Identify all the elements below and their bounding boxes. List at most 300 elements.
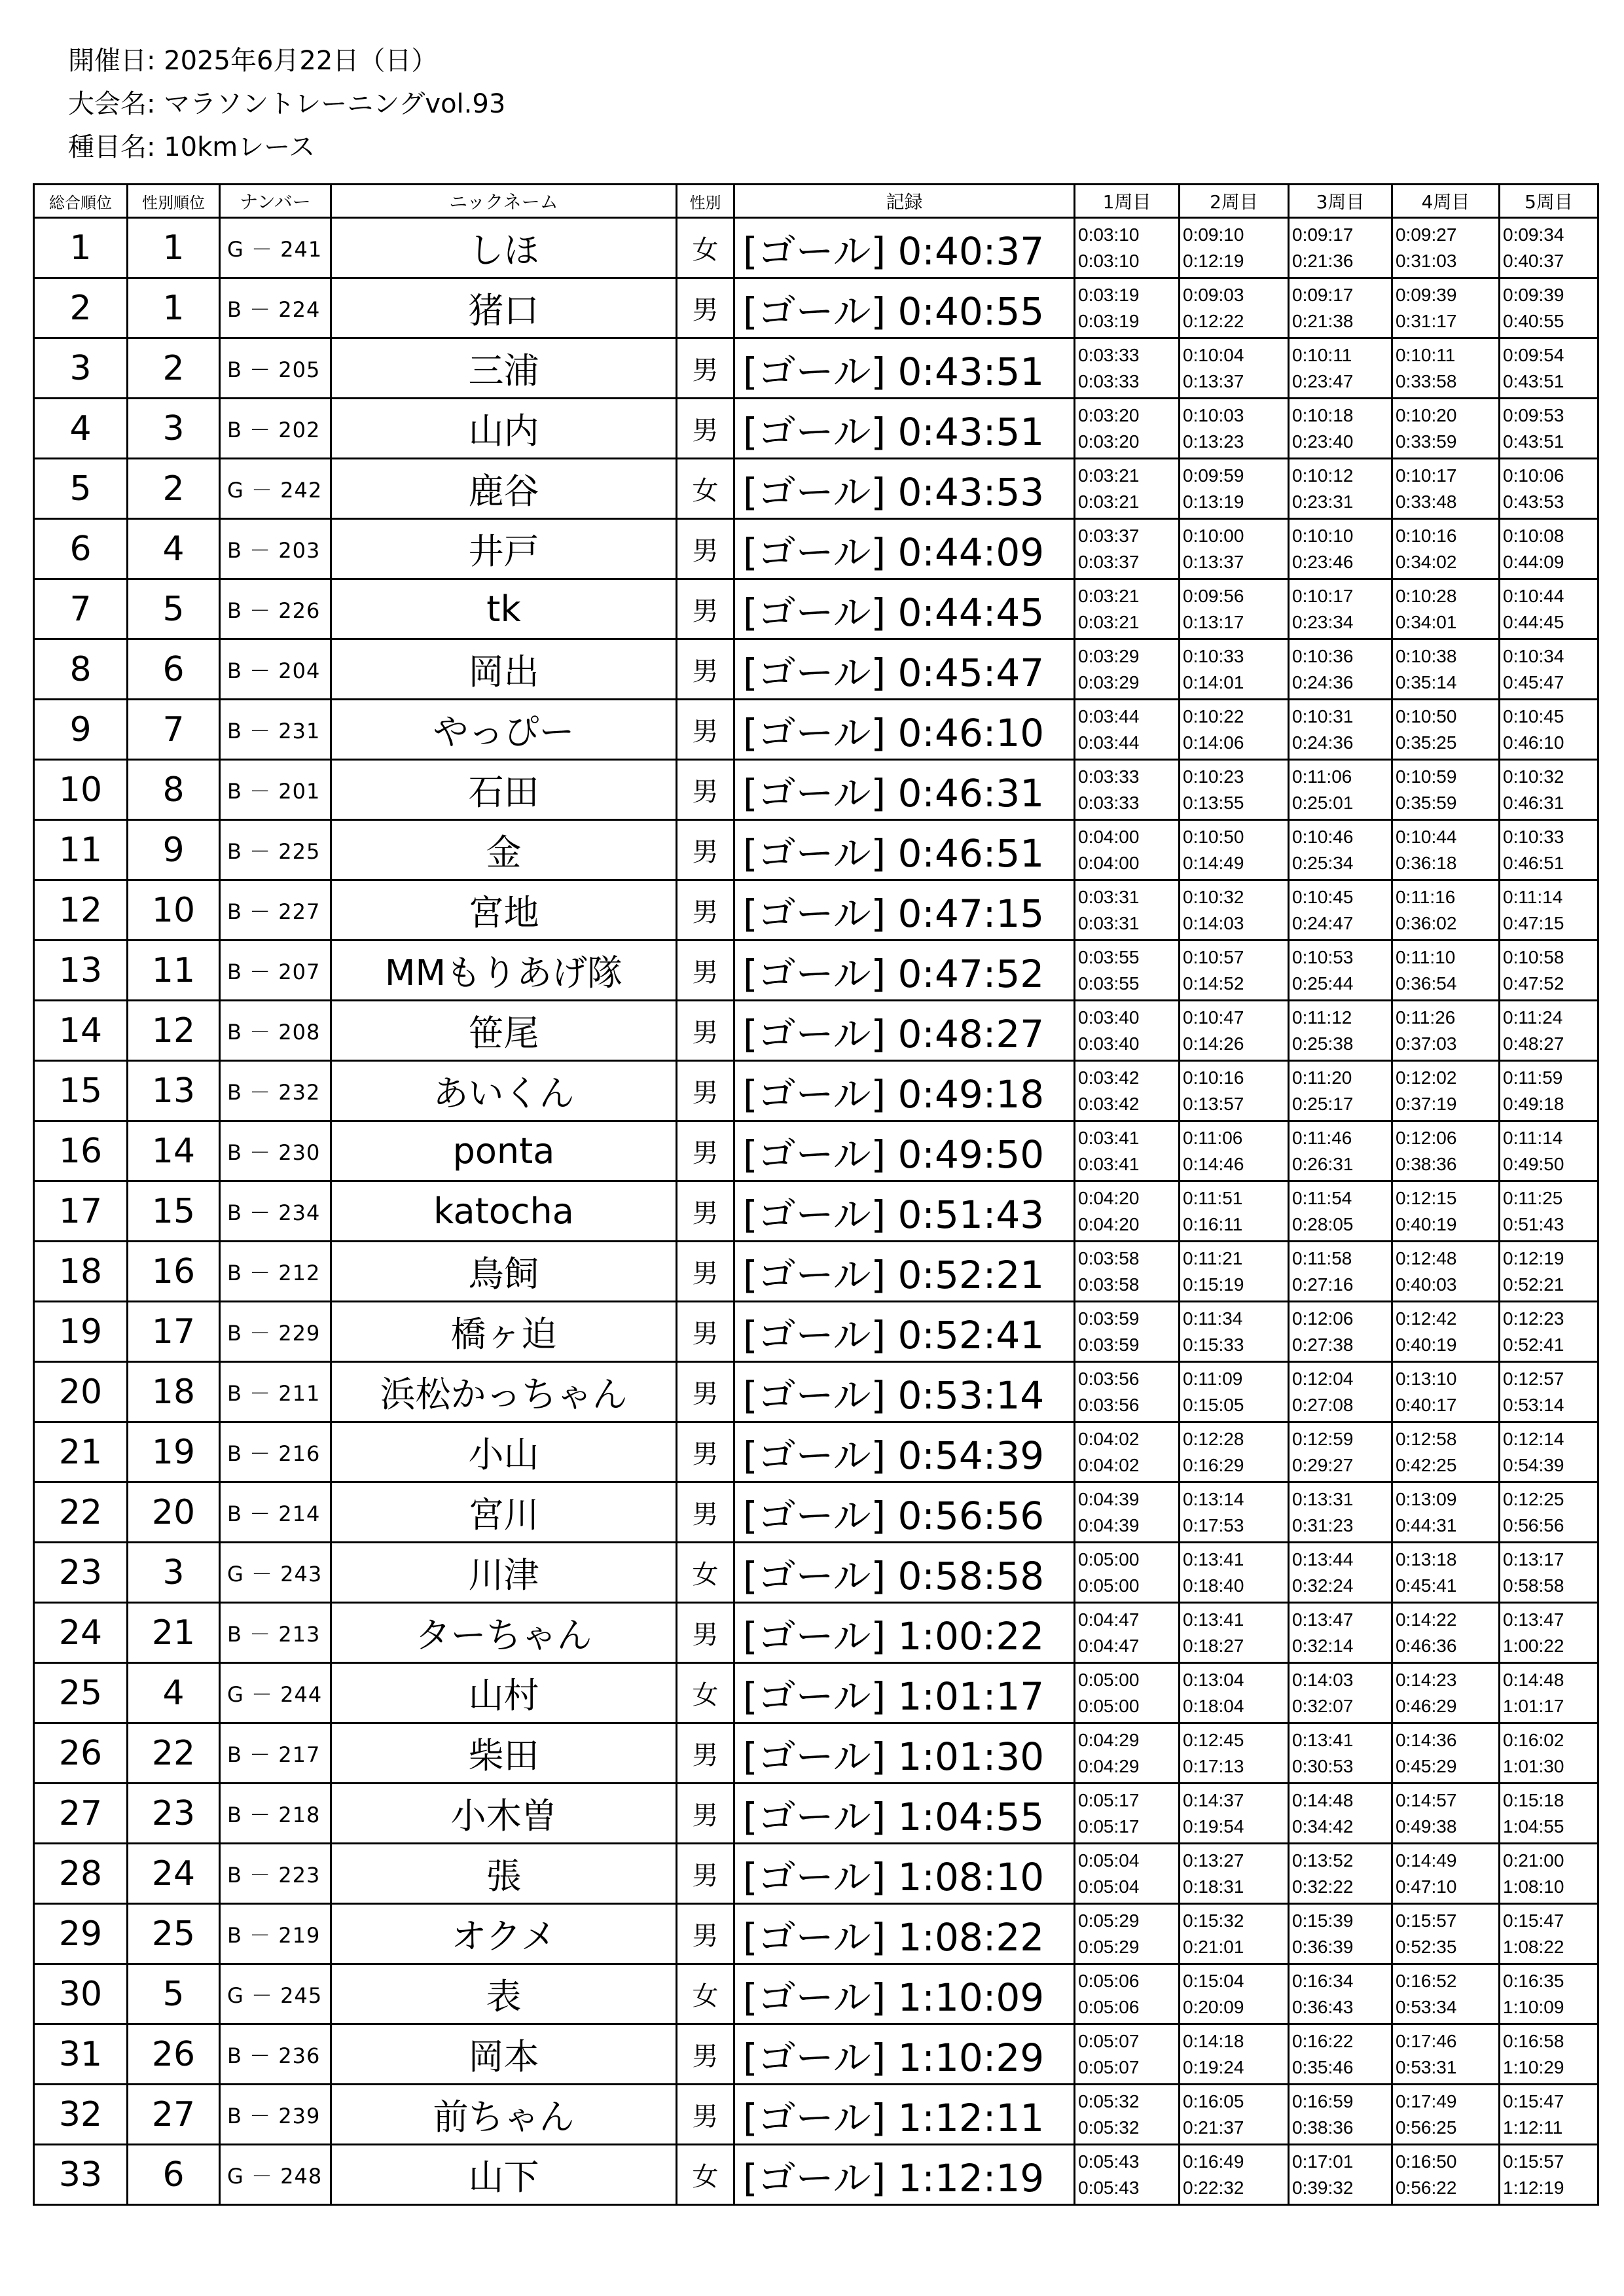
lap-cumulative-time: 0:12:19 — [1183, 250, 1244, 271]
gender-rank-cell: 4 — [128, 519, 220, 579]
lap-split-time: 0:10:33 — [1183, 645, 1244, 666]
lap-cumulative-time: 0:34:02 — [1396, 551, 1457, 572]
lap2-cell — [1180, 1121, 1289, 1181]
lap4-cell — [1392, 820, 1500, 880]
gender-rank-cell: 4 — [128, 1663, 220, 1723]
nickname-cell: 川津 — [331, 1543, 677, 1603]
bib-number-cell: B － 226 — [220, 579, 331, 639]
lap-cumulative-time: 1:00:22 — [1503, 1635, 1564, 1656]
overall-rank-cell: 12 — [34, 880, 128, 941]
nickname-cell: 井戸 — [331, 519, 677, 579]
gender-rank-cell: 1 — [128, 278, 220, 338]
lap-split-time: 0:09:10 — [1183, 224, 1244, 245]
lap2-cell — [1180, 1964, 1289, 2024]
col-nickname: ニックネーム — [331, 185, 677, 218]
lap3-cell — [1289, 1603, 1392, 1663]
col-record: 記録 — [734, 185, 1075, 218]
lap-cumulative-time: 0:05:00 — [1078, 1695, 1140, 1716]
nickname-cell: 山村 — [331, 1663, 677, 1723]
gender-cell: 男 — [677, 1362, 734, 1422]
record-cell: [ゴール] 1:01:30 — [734, 1723, 1075, 1784]
table-row — [34, 1482, 1598, 1543]
lap-cumulative-time: 1:10:09 — [1503, 1996, 1564, 2017]
lap-cumulative-time: 0:13:17 — [1183, 611, 1244, 632]
lap-cumulative-time: 0:04:39 — [1078, 1515, 1140, 1535]
lap5-cell — [1500, 2024, 1598, 2085]
lap5-cell — [1500, 1061, 1598, 1121]
overall-rank-cell: 1 — [34, 218, 128, 278]
lap-cumulative-time: 0:56:56 — [1503, 1515, 1564, 1535]
lap2-cell — [1180, 880, 1289, 941]
lap-split-time: 0:10:59 — [1396, 766, 1457, 787]
event-date: 開催日: 2025年6月22日（日） — [68, 46, 438, 76]
lap2-cell — [1180, 519, 1289, 579]
lap5-cell — [1500, 338, 1598, 399]
lap-cumulative-time: 0:35:14 — [1396, 672, 1457, 692]
lap1-cell — [1075, 820, 1180, 880]
lap5-cell — [1500, 700, 1598, 760]
lap2-cell — [1180, 1422, 1289, 1482]
lap-split-time: 0:10:10 — [1292, 525, 1354, 546]
lap-cumulative-time: 0:03:58 — [1078, 1274, 1140, 1295]
table-row — [34, 1784, 1598, 1844]
lap-split-time: 0:13:10 — [1396, 1368, 1457, 1389]
lap-split-time: 0:12:59 — [1292, 1428, 1354, 1449]
lap-split-time: 0:16:52 — [1396, 1970, 1457, 1991]
lap-split-time: 0:10:45 — [1292, 886, 1354, 907]
table-row — [34, 1181, 1598, 1242]
lap-cumulative-time: 0:35:59 — [1396, 792, 1457, 813]
lap-split-time: 0:03:44 — [1078, 706, 1140, 726]
overall-rank-cell: 20 — [34, 1362, 128, 1422]
lap-split-time: 0:16:49 — [1183, 2151, 1244, 2172]
gender-cell: 女 — [677, 1964, 734, 2024]
lap-split-time: 0:12:04 — [1292, 1368, 1354, 1389]
lap5-cell — [1500, 820, 1598, 880]
lap-split-time: 0:10:57 — [1183, 946, 1244, 967]
lap3-cell — [1289, 1844, 1392, 1904]
lap4-cell — [1392, 1904, 1500, 1964]
lap-cumulative-time: 0:45:29 — [1396, 1755, 1457, 1776]
lap5-cell — [1500, 1482, 1598, 1543]
lap3-cell — [1289, 399, 1392, 459]
lap-split-time: 0:03:55 — [1078, 946, 1140, 967]
lap4-cell — [1392, 941, 1500, 1001]
gender-rank-cell: 2 — [128, 338, 220, 399]
lap-split-time: 0:03:20 — [1078, 404, 1140, 425]
lap-split-time: 0:11:06 — [1292, 766, 1352, 787]
gender-cell: 男 — [677, 639, 734, 700]
lap-cumulative-time: 0:47:15 — [1503, 912, 1564, 933]
lap-cumulative-time: 0:53:14 — [1503, 1394, 1564, 1415]
lap-cumulative-time: 0:03:55 — [1078, 973, 1140, 994]
lap1-cell — [1075, 1482, 1180, 1543]
lap2-cell — [1180, 1723, 1289, 1784]
overall-rank-cell: 8 — [34, 639, 128, 700]
lap-cumulative-time: 0:32:14 — [1292, 1635, 1354, 1656]
bib-number-cell: B － 232 — [220, 1061, 331, 1121]
nickname-cell: 金 — [331, 820, 677, 880]
record-cell: [ゴール] 0:58:58 — [734, 1543, 1075, 1603]
lap-cumulative-time: 0:36:02 — [1396, 912, 1457, 933]
lap2-cell — [1180, 700, 1289, 760]
lap-cumulative-time: 0:03:37 — [1078, 551, 1140, 572]
nickname-cell: 張 — [331, 1844, 677, 1904]
lap4-cell — [1392, 579, 1500, 639]
lap5-cell — [1500, 2085, 1598, 2145]
gender-cell: 男 — [677, 820, 734, 880]
lap-cumulative-time: 0:05:07 — [1078, 2056, 1140, 2077]
record-cell: [ゴール] 0:43:51 — [734, 399, 1075, 459]
gender-cell: 女 — [677, 1663, 734, 1723]
lap-split-time: 0:15:47 — [1503, 1910, 1564, 1931]
lap-split-time: 0:05:43 — [1078, 2151, 1140, 2172]
lap-split-time: 0:11:24 — [1503, 1007, 1563, 1028]
lap-split-time: 0:09:03 — [1183, 284, 1244, 305]
lap-cumulative-time: 0:53:34 — [1396, 1996, 1457, 2017]
lap-cumulative-time: 0:05:43 — [1078, 2177, 1140, 2198]
lap4-cell — [1392, 2085, 1500, 2145]
lap-split-time: 0:10:36 — [1292, 645, 1354, 666]
lap-cumulative-time: 0:34:01 — [1396, 611, 1457, 632]
lap1-cell — [1075, 278, 1180, 338]
table-row — [34, 941, 1598, 1001]
gender-cell: 男 — [677, 1242, 734, 1302]
lap1-cell — [1075, 1422, 1180, 1482]
lap-split-time: 0:03:41 — [1078, 1127, 1140, 1148]
lap4-cell — [1392, 760, 1500, 820]
gender-cell: 男 — [677, 519, 734, 579]
gender-rank-cell: 18 — [128, 1362, 220, 1422]
lap4-cell — [1392, 1302, 1500, 1362]
lap-split-time: 0:10:34 — [1503, 645, 1564, 666]
lap-split-time: 0:09:39 — [1396, 284, 1457, 305]
lap-split-time: 0:04:47 — [1078, 1609, 1140, 1630]
table-row — [34, 700, 1598, 760]
lap-split-time: 0:12:45 — [1183, 1729, 1244, 1750]
gender-rank-cell: 6 — [128, 639, 220, 700]
lap2-cell — [1180, 1362, 1289, 1422]
table-row — [34, 278, 1598, 338]
lap-cumulative-time: 0:27:08 — [1292, 1394, 1354, 1415]
lap-split-time: 0:16:50 — [1396, 2151, 1457, 2172]
lap2-cell — [1180, 1784, 1289, 1844]
bib-number-cell: B － 202 — [220, 399, 331, 459]
lap-cumulative-time: 0:03:31 — [1078, 912, 1140, 933]
lap-split-time: 0:05:00 — [1078, 1549, 1140, 1570]
lap-split-time: 0:11:12 — [1292, 1007, 1352, 1028]
lap1-cell — [1075, 459, 1180, 519]
nickname-cell: 小木曽 — [331, 1784, 677, 1844]
lap1-cell — [1075, 1001, 1180, 1061]
record-cell: [ゴール] 0:43:53 — [734, 459, 1075, 519]
lap-split-time: 0:10:06 — [1503, 465, 1564, 486]
gender-cell: 男 — [677, 880, 734, 941]
lap4-cell — [1392, 1061, 1500, 1121]
lap-split-time: 0:12:02 — [1396, 1067, 1457, 1088]
lap-split-time: 0:05:04 — [1078, 1850, 1140, 1871]
lap3-cell — [1289, 1061, 1392, 1121]
lap-split-time: 0:10:44 — [1396, 826, 1457, 847]
table-row — [34, 760, 1598, 820]
bib-number-cell: B － 218 — [220, 1784, 331, 1844]
lap-split-time: 0:12:15 — [1396, 1187, 1457, 1208]
lap-cumulative-time: 0:04:02 — [1078, 1454, 1140, 1475]
lap-split-time: 0:10:16 — [1183, 1067, 1244, 1088]
lap3-cell — [1289, 820, 1392, 880]
results-body — [34, 218, 1598, 2205]
lap-cumulative-time: 0:17:13 — [1183, 1755, 1244, 1776]
lap-split-time: 0:11:54 — [1292, 1187, 1352, 1208]
lap-split-time: 0:16:34 — [1292, 1970, 1354, 1991]
lap4-cell — [1392, 880, 1500, 941]
bib-number-cell: B － 201 — [220, 760, 331, 820]
lap4-cell — [1392, 338, 1500, 399]
lap-cumulative-time: 0:52:35 — [1396, 1936, 1457, 1957]
lap-split-time: 0:10:17 — [1396, 465, 1457, 486]
col-lap3: 3周目 — [1289, 185, 1392, 218]
overall-rank-cell: 6 — [34, 519, 128, 579]
lap-split-time: 0:10:18 — [1292, 404, 1354, 425]
lap-cumulative-time: 0:14:46 — [1183, 1153, 1244, 1174]
lap-cumulative-time: 0:13:23 — [1183, 431, 1244, 452]
nickname-cell: 表 — [331, 1964, 677, 2024]
lap-split-time: 0:13:04 — [1183, 1669, 1244, 1690]
gender-cell: 男 — [677, 1482, 734, 1543]
lap-cumulative-time: 0:56:22 — [1396, 2177, 1457, 2198]
lap-cumulative-time: 0:13:19 — [1183, 491, 1244, 512]
bib-number-cell: B － 223 — [220, 1844, 331, 1904]
lap-cumulative-time: 0:12:22 — [1183, 310, 1244, 331]
table-row — [34, 1603, 1598, 1663]
lap-split-time: 0:12:42 — [1396, 1308, 1457, 1329]
overall-rank-cell: 3 — [34, 338, 128, 399]
lap1-cell — [1075, 399, 1180, 459]
lap-split-time: 0:13:47 — [1292, 1609, 1354, 1630]
gender-cell: 男 — [677, 2085, 734, 2145]
gender-cell: 男 — [677, 278, 734, 338]
gender-rank-cell: 2 — [128, 459, 220, 519]
lap3-cell — [1289, 639, 1392, 700]
lap-split-time: 0:14:48 — [1292, 1789, 1354, 1810]
lap-split-time: 0:12:28 — [1183, 1428, 1244, 1449]
overall-rank-cell: 31 — [34, 2024, 128, 2085]
lap1-cell — [1075, 1242, 1180, 1302]
lap1-cell — [1075, 2085, 1180, 2145]
lap-cumulative-time: 0:49:50 — [1503, 1153, 1564, 1174]
lap-split-time: 0:03:10 — [1078, 224, 1140, 245]
results-table — [33, 183, 1599, 2206]
lap-split-time: 0:03:21 — [1078, 465, 1140, 486]
gender-cell: 男 — [677, 941, 734, 1001]
lap-split-time: 0:12:14 — [1503, 1428, 1564, 1449]
lap5-cell — [1500, 1362, 1598, 1422]
lap-split-time: 0:12:58 — [1396, 1428, 1457, 1449]
lap4-cell — [1392, 399, 1500, 459]
lap-cumulative-time: 0:03:33 — [1078, 370, 1140, 391]
overall-rank-cell: 10 — [34, 760, 128, 820]
lap-cumulative-time: 0:45:41 — [1396, 1575, 1457, 1596]
gender-cell: 男 — [677, 1844, 734, 1904]
lap1-cell — [1075, 1964, 1180, 2024]
nickname-cell: 笹尾 — [331, 1001, 677, 1061]
lap-cumulative-time: 0:03:42 — [1078, 1093, 1140, 1114]
lap-cumulative-time: 0:25:38 — [1292, 1033, 1354, 1054]
lap-cumulative-time: 0:03:44 — [1078, 732, 1140, 753]
overall-rank-cell: 33 — [34, 2145, 128, 2205]
gender-rank-cell: 16 — [128, 1242, 220, 1302]
overall-rank-cell: 19 — [34, 1302, 128, 1362]
bib-number-cell: G － 242 — [220, 459, 331, 519]
bib-number-cell: G － 243 — [220, 1543, 331, 1603]
gender-rank-cell: 6 — [128, 2145, 220, 2205]
lap-cumulative-time: 0:04:29 — [1078, 1755, 1140, 1776]
lap-split-time: 0:17:46 — [1396, 2030, 1457, 2051]
lap2-cell — [1180, 639, 1289, 700]
lap-cumulative-time: 1:12:19 — [1503, 2177, 1564, 2198]
lap-split-time: 0:16:35 — [1503, 1970, 1564, 1991]
table-row — [34, 1844, 1598, 1904]
record-cell: [ゴール] 1:08:22 — [734, 1904, 1075, 1964]
lap3-cell — [1289, 218, 1392, 278]
lap-split-time: 0:17:49 — [1396, 2090, 1457, 2111]
table-row — [34, 2085, 1598, 2145]
lap-cumulative-time: 0:13:55 — [1183, 792, 1244, 813]
bib-number-cell: G － 241 — [220, 218, 331, 278]
lap-cumulative-time: 0:25:17 — [1292, 1093, 1354, 1114]
record-cell: [ゴール] 1:01:17 — [734, 1663, 1075, 1723]
lap-cumulative-time: 0:29:27 — [1292, 1454, 1354, 1475]
gender-cell: 男 — [677, 338, 734, 399]
lap-cumulative-time: 0:35:46 — [1292, 2056, 1354, 2077]
lap4-cell — [1392, 1362, 1500, 1422]
col-lap5: 5周目 — [1500, 185, 1598, 218]
lap-cumulative-time: 0:27:16 — [1292, 1274, 1354, 1295]
nickname-cell: 前ちゃん — [331, 2085, 677, 2145]
lap-split-time: 0:11:25 — [1503, 1187, 1563, 1208]
lap-cumulative-time: 1:01:30 — [1503, 1755, 1564, 1776]
lap-cumulative-time: 0:05:04 — [1078, 1876, 1140, 1897]
lap-split-time: 0:03:58 — [1078, 1247, 1140, 1268]
lap2-cell — [1180, 218, 1289, 278]
lap-split-time: 0:09:17 — [1292, 284, 1354, 305]
lap5-cell — [1500, 1723, 1598, 1784]
lap1-cell — [1075, 1181, 1180, 1242]
lap3-cell — [1289, 1302, 1392, 1362]
overall-rank-cell: 2 — [34, 278, 128, 338]
lap-cumulative-time: 0:46:36 — [1396, 1635, 1457, 1656]
lap-split-time: 0:13:41 — [1292, 1729, 1354, 1750]
lap-cumulative-time: 0:14:01 — [1183, 672, 1244, 692]
bib-number-cell: B － 213 — [220, 1603, 331, 1663]
gender-cell: 男 — [677, 700, 734, 760]
lap4-cell — [1392, 1242, 1500, 1302]
lap-cumulative-time: 0:15:19 — [1183, 1274, 1244, 1295]
nickname-cell: 小山 — [331, 1422, 677, 1482]
lap-split-time: 0:10:58 — [1503, 946, 1564, 967]
lap-split-time: 0:10:11 — [1396, 344, 1456, 365]
record-cell: [ゴール] 1:04:55 — [734, 1784, 1075, 1844]
lap5-cell — [1500, 2145, 1598, 2205]
nickname-cell: 山内 — [331, 399, 677, 459]
lap4-cell — [1392, 1121, 1500, 1181]
lap-split-time: 0:11:14 — [1503, 886, 1563, 907]
lap-split-time: 0:11:46 — [1292, 1127, 1352, 1148]
lap1-cell — [1075, 1121, 1180, 1181]
lap-split-time: 0:10:08 — [1503, 525, 1564, 546]
record-cell: [ゴール] 0:43:51 — [734, 338, 1075, 399]
lap-cumulative-time: 0:51:43 — [1503, 1213, 1564, 1234]
lap2-cell — [1180, 579, 1289, 639]
lap-cumulative-time: 0:05:00 — [1078, 1575, 1140, 1596]
nickname-cell: 浜松かっちゃん — [331, 1362, 677, 1422]
lap-split-time: 0:14:36 — [1396, 1729, 1457, 1750]
nickname-cell: MMもりあげ隊 — [331, 941, 677, 1001]
lap3-cell — [1289, 1964, 1392, 2024]
gender-rank-cell: 26 — [128, 2024, 220, 2085]
lap-split-time: 0:13:14 — [1183, 1488, 1244, 1509]
lap-split-time: 0:11:21 — [1183, 1247, 1243, 1268]
lap-split-time: 0:12:25 — [1503, 1488, 1564, 1509]
lap2-cell — [1180, 1663, 1289, 1723]
lap-split-time: 0:09:39 — [1503, 284, 1564, 305]
gender-rank-cell: 7 — [128, 700, 220, 760]
overall-rank-cell: 30 — [34, 1964, 128, 2024]
bib-number-cell: G － 244 — [220, 1663, 331, 1723]
record-cell: [ゴール] 1:12:11 — [734, 2085, 1075, 2145]
lap-split-time: 0:17:01 — [1292, 2151, 1354, 2172]
overall-rank-cell: 32 — [34, 2085, 128, 2145]
lap-split-time: 0:09:53 — [1503, 404, 1564, 425]
lap-split-time: 0:16:22 — [1292, 2030, 1354, 2051]
bib-number-cell: G － 248 — [220, 2145, 331, 2205]
lap-cumulative-time: 0:13:57 — [1183, 1093, 1244, 1114]
lap-cumulative-time: 1:12:11 — [1503, 2117, 1563, 2138]
gender-cell: 男 — [677, 760, 734, 820]
lap-cumulative-time: 0:14:06 — [1183, 732, 1244, 753]
lap-cumulative-time: 0:03:56 — [1078, 1394, 1140, 1415]
lap5-cell — [1500, 399, 1598, 459]
lap2-cell — [1180, 820, 1289, 880]
gender-rank-cell: 11 — [128, 941, 220, 1001]
lap-cumulative-time: 0:46:10 — [1503, 732, 1564, 753]
lap-split-time: 0:10:12 — [1292, 465, 1354, 486]
record-cell: [ゴール] 1:12:19 — [734, 2145, 1075, 2205]
lap5-cell — [1500, 459, 1598, 519]
gender-rank-cell: 15 — [128, 1181, 220, 1242]
lap-split-time: 0:10:32 — [1183, 886, 1244, 907]
bib-number-cell: B － 219 — [220, 1904, 331, 1964]
lap5-cell — [1500, 880, 1598, 941]
gender-rank-cell: 17 — [128, 1302, 220, 1362]
bib-number-cell: B － 230 — [220, 1121, 331, 1181]
col-gender-rank: 性別順位 — [128, 185, 220, 218]
lap1-cell — [1075, 338, 1180, 399]
lap-cumulative-time: 0:15:05 — [1183, 1394, 1244, 1415]
lap-cumulative-time: 1:08:10 — [1503, 1876, 1564, 1897]
nickname-cell: 山下 — [331, 2145, 677, 2205]
lap3-cell — [1289, 1362, 1392, 1422]
lap-split-time: 0:04:02 — [1078, 1428, 1140, 1449]
bib-number-cell: B － 214 — [220, 1482, 331, 1543]
lap3-cell — [1289, 700, 1392, 760]
lap-split-time: 0:03:33 — [1078, 766, 1140, 787]
record-cell: [ゴール] 0:54:39 — [734, 1422, 1075, 1482]
lap-cumulative-time: 0:46:29 — [1396, 1695, 1457, 1716]
table-row — [34, 1723, 1598, 1784]
table-row — [34, 1121, 1598, 1181]
lap-cumulative-time: 0:32:22 — [1292, 1876, 1354, 1897]
